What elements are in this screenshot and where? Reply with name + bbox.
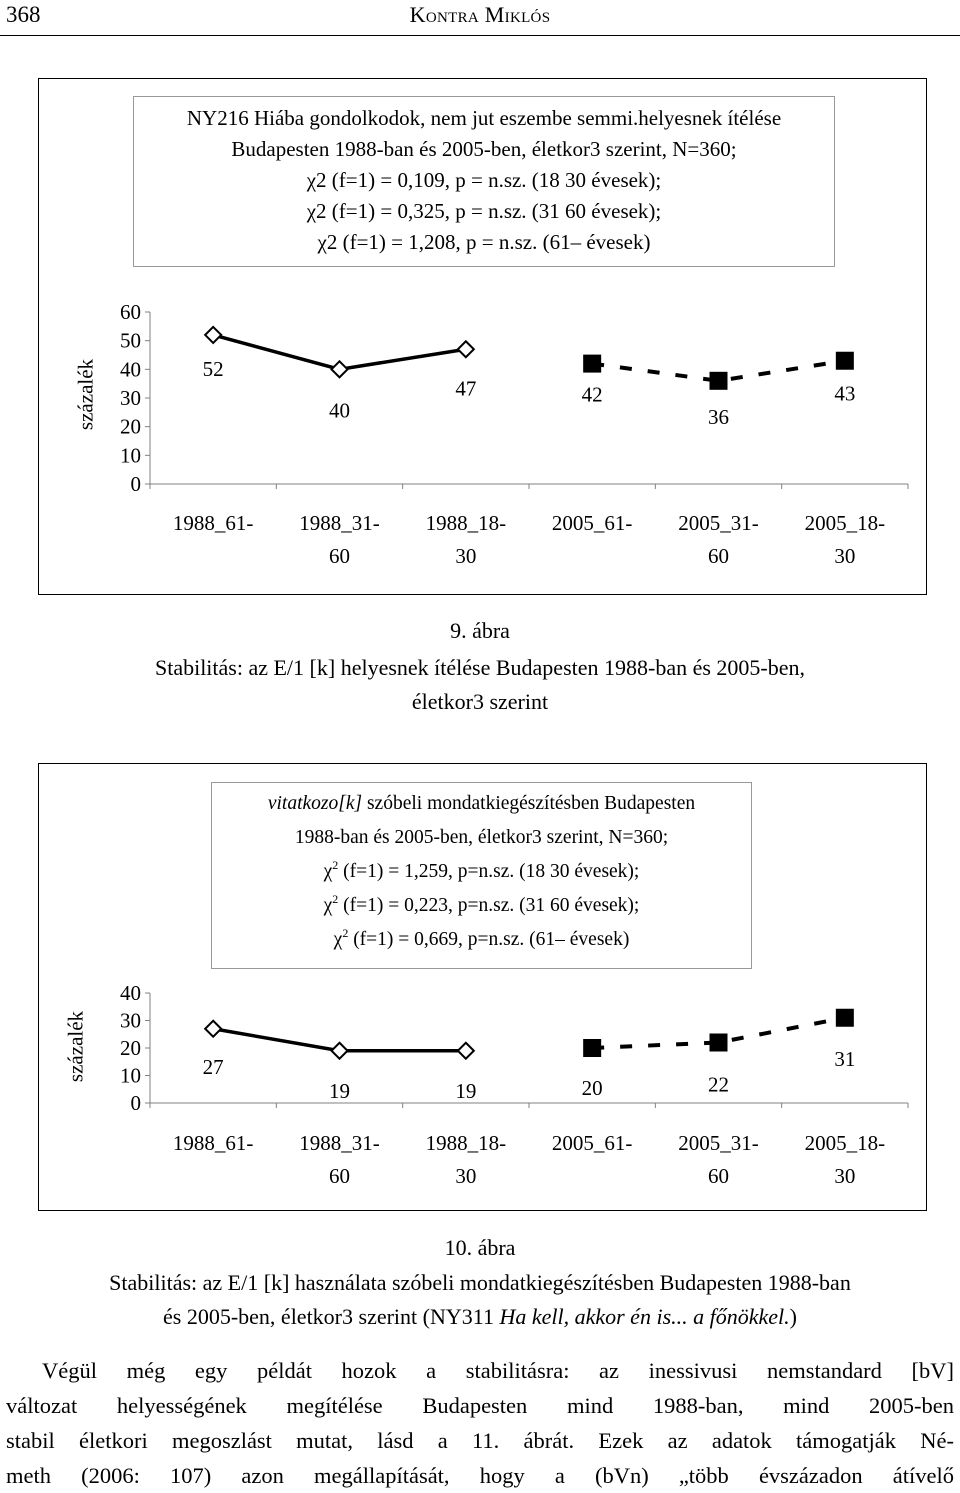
chi-symbol: χ [323, 861, 333, 882]
chart2-variable-name: vitatkozo[k] [267, 793, 363, 814]
body-line: stabil életkori megoszlást mutat, lásd a 11. ábrát. Ezek az adatok támogatják Né- [6, 1428, 954, 1453]
chart1-figure-label: 9. ábra [450, 618, 510, 643]
y-tick-label: 0 [130, 1091, 141, 1115]
x-tick-label: 2005_18- [804, 1131, 886, 1155]
y-tick-label: 60 [120, 300, 141, 324]
x-tick-label: 2005_31- [678, 511, 759, 535]
chart2-figure-label: 10. ábra [444, 1235, 516, 1260]
chart2-caption-italic: Ha kell, akkor én is... a főnökkel. [499, 1304, 790, 1329]
body-line: változat helyességének megítélése Budapesten mind 1988-ban, mind 2005-ben [6, 1393, 954, 1418]
chart2-stats-text: szóbeli mondatkiegészítésben Budapesten [362, 793, 696, 814]
chart2-caption-line-2 [0, 1300, 960, 1334]
chi-superscript: 2 [332, 892, 339, 906]
chart2-y-axis-label: százalék [63, 1010, 88, 1083]
body-paragraph [6, 1353, 954, 1493]
square-marker [710, 1034, 728, 1052]
diamond-marker [205, 1021, 221, 1037]
x-tick-label: 1988_18- [425, 511, 507, 535]
running-author: Kontra Miklós [409, 2, 551, 27]
y-tick-label: 30 [120, 386, 141, 410]
y-tick-label: 50 [120, 328, 141, 353]
x-tick-label: 1988_18- [425, 1131, 507, 1155]
chart2-caption-text: ) [789, 1304, 797, 1329]
chart2-stats-text: (f=1) = 1,259, p=n.sz. (18 30 évesek); [338, 861, 640, 882]
y-tick-label: 10 [120, 443, 141, 468]
chart1-stats-line: χ2 (f=1) = 0,109, p = n.sz. (18 30 évesek); [306, 168, 662, 192]
y-tick-label: 40 [120, 981, 141, 1005]
x-tick-label: 30 [455, 544, 477, 568]
y-tick-label: 40 [120, 357, 141, 382]
chi-symbol: χ [323, 895, 333, 916]
y-tick-label: 0 [130, 472, 141, 496]
chart2-stats-line-2: 1988-ban és 2005-ben, életkor3 szerint, N=360; [294, 827, 669, 848]
data-label: 52 [202, 356, 224, 381]
page-number: 368 [6, 2, 41, 27]
chart2-stats-text: (f=1) = 0,223, p=n.sz. (31 60 évesek); [338, 895, 640, 916]
x-tick-label: 60 [708, 544, 729, 568]
chi-symbol: χ [333, 929, 343, 950]
y-tick-label: 20 [120, 1036, 141, 1060]
chart1-stats-line: χ2 (f=1) = 0,325, p = n.sz. (31 60 évesek); [306, 199, 662, 223]
x-tick-label: 2005_31- [678, 1131, 759, 1155]
chart2-caption-line-1: Stabilitás: az E/1 [k] használata szóbeli mondatkiegészítésben Budapesten 1988-ban [109, 1270, 851, 1295]
data-label: 31 [834, 1046, 856, 1071]
x-tick-label: 30 [455, 1164, 477, 1188]
x-tick-label: 1988_31- [299, 1131, 380, 1155]
data-label: 19 [329, 1078, 350, 1103]
chart1-stats-line: NY216 Hiába gondolkodok, nem jut eszembe semmi.helyesnek ítélése [186, 106, 782, 130]
diamond-marker [332, 1043, 348, 1059]
x-tick-label: 1988_61- [172, 511, 254, 535]
chart2-stats-text: (f=1) = 0,669, p=n.sz. (61– évesek) [348, 929, 630, 950]
square-marker [583, 1039, 601, 1057]
x-tick-label: 2005_18- [804, 511, 886, 535]
data-label: 47 [455, 376, 477, 401]
chart1-caption-line: Stabilitás: az E/1 [k] helyesnek ítélése Budapesten 1988-ban és 2005-ben, [154, 655, 806, 680]
x-tick-label: 1988_61- [172, 1131, 254, 1155]
x-tick-label: 30 [834, 544, 856, 568]
y-tick-label: 30 [120, 1008, 141, 1033]
data-label: 22 [708, 1072, 729, 1097]
y-tick-label: 20 [120, 414, 141, 439]
chart1-stats-line: Budapesten 1988-ban és 2005-ben, életkor3 szerint, N=360; [231, 137, 737, 161]
data-label: 36 [708, 404, 729, 429]
data-label: 20 [581, 1076, 603, 1100]
data-label: 19 [455, 1078, 477, 1103]
y-tick-label: 10 [120, 1063, 141, 1088]
chart2-caption-text: és 2005-ben, életkor3 szerint (NY311 [163, 1304, 500, 1329]
chi-superscript: 2 [342, 926, 349, 940]
x-tick-label: 60 [329, 544, 350, 568]
chart1-caption-line: életkor3 szerint [411, 689, 549, 714]
x-tick-label: 60 [329, 1164, 350, 1188]
chart1-y-axis-label: százalék [73, 358, 98, 431]
data-label: 27 [202, 1054, 224, 1079]
chart1-stats-line: χ2 (f=1) = 1,208, p = n.sz. (61– évesek) [317, 230, 651, 254]
data-label: 43 [834, 381, 856, 406]
chart2-caption [0, 1266, 960, 1334]
body-line: meth (2006: 107) azon megállapítását, hogy a (bVn) „több évszázadon átívelő [6, 1463, 954, 1488]
data-label: 42 [581, 382, 603, 407]
square-marker [836, 1009, 854, 1027]
chi-superscript: 2 [332, 858, 339, 872]
diamond-marker [458, 1043, 474, 1059]
data-label: 40 [329, 398, 350, 423]
x-tick-label: 2005_61- [551, 1131, 633, 1155]
x-tick-label: 60 [708, 1164, 729, 1188]
x-tick-label: 2005_61- [551, 511, 633, 535]
body-line: Végül még egy példát hozok a stabilitásra: az inessivusi nemstandard [bV] [42, 1358, 954, 1383]
x-tick-label: 1988_31- [299, 511, 380, 535]
x-tick-label: 30 [834, 1164, 856, 1188]
